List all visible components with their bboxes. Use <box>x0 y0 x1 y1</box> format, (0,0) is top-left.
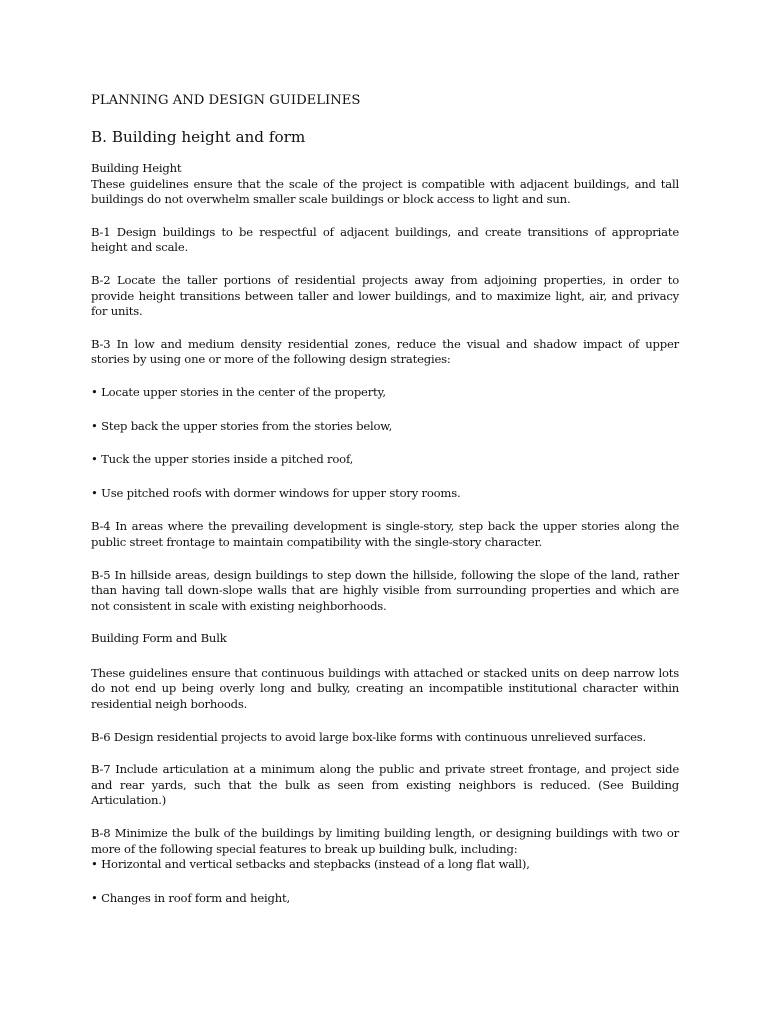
list-item: • Use pitched roofs with dormer windows for upper story rooms. <box>91 485 461 500</box>
guideline-b1: B-1 Design buildings to be respectful of adjacent buildings, and create transitions of appropriate height and scale. <box>91 224 679 255</box>
list-item: • Horizontal and vertical setbacks and stepbacks (instead of a long flat wall), <box>91 857 530 872</box>
list-item: • Step back the upper stories from the stories below, <box>91 418 393 433</box>
guideline-b3: B-3 In low and medium density residential zones, reduce the visual and shadow impact of upper stories by using one or more of the following design strategies: <box>91 336 679 367</box>
list-item: • Changes in roof form and height, <box>91 890 290 905</box>
guideline-b8: B-8 Minimize the bulk of the buildings by limiting building length, or designing buildings with two or more of the following special features to break up building bulk, including: <box>91 826 679 856</box>
guideline-b4: B-4 In areas where the prevailing development is single-story, step back the upper stories along the public street frontage to maintain compatibility with the single-story character. <box>91 519 679 549</box>
building-height-intro: These guidelines ensure that the scale of the project is compatible with adjacent buildings, and tall buildings do not overwhelm smaller scale buildings or block access to light and sun. <box>91 176 679 207</box>
list-item: • Locate upper stories in the center of the property, <box>91 384 386 399</box>
guideline-b5: B-5 In hillside areas, design buildings to step down the hillside, following the slope of the land, rather than having tall down-slope walls that are highly visible from surrounding properties and which are not consistent in scale with existing neighborhoods. <box>91 567 679 613</box>
document-body <box>91 92 679 924</box>
building-height-heading: Building Height <box>91 161 182 175</box>
list-item: • Tuck the upper stories inside a pitched roof, <box>91 452 354 467</box>
guideline-b6: B-6 Design residential projects to avoid large box-like forms with continuous unrelieved surfaces. <box>91 729 647 744</box>
guideline-b7: B-7 Include articulation at a minimum along the public and private street frontage, and project side and rear yards, such that the bulk as seen from existing neighbors is reduced. (See Building Articulation.) <box>91 762 679 808</box>
building-form-heading: Building Form and Bulk <box>91 631 227 646</box>
guideline-b2: B-2 Locate the taller portions of residential projects away from adjoining properties, in order to provide height transitions between taller and lower buildings, and to maximize light, air, and privacy for units. <box>91 272 679 319</box>
section-title: B. Building height and form <box>91 128 306 146</box>
document-title: PLANNING AND DESIGN GUIDELINES <box>91 93 361 108</box>
building-form-intro: These guidelines ensure that continuous buildings with attached or stacked units on deep narrow lots do not end up being overly long and bulky, creating an incompatible institutional character within residential neigh borhoods. <box>91 665 679 712</box>
